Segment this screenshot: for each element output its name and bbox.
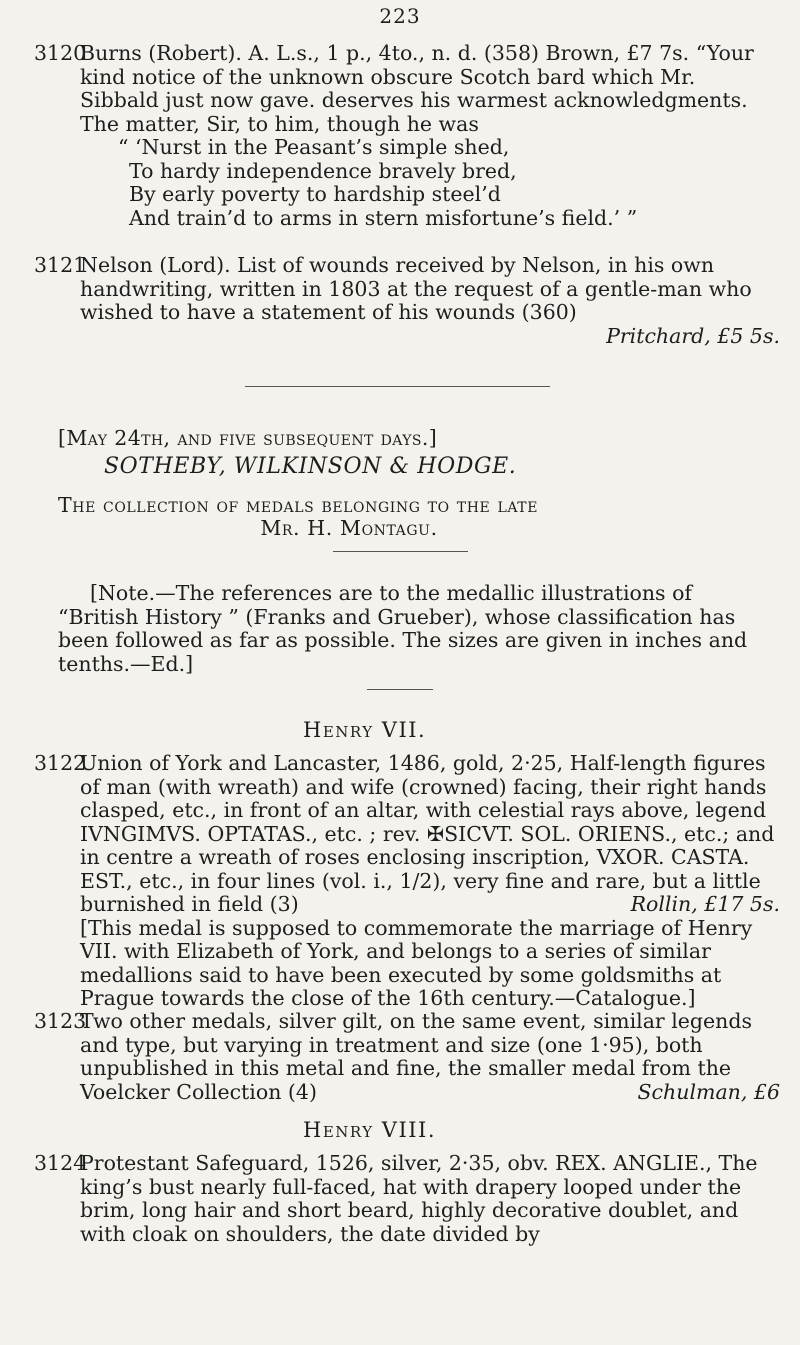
lot-description: Nelson (Lord). List of wounds received by Nelson, in his own handwriting, written in 1803 at the request of a gentle-man who wished to have a statement of his wounds (360) (80, 253, 752, 324)
page-number: 223 (379, 4, 421, 28)
lot-number: 3122 (34, 751, 87, 775)
lot-number: 3121 (34, 253, 87, 277)
lot-description: Two other medals, silver gilt, on the same event, similar legends and type, but varying in treatment and size (one 1·95), both unpublished in this metal and fine, the smaller medal from the Voelcker Collection (4) (80, 1009, 753, 1104)
sale-dates-heading: [May 24th, and five subsequent days.] (58, 426, 438, 450)
lot-3122 (34, 752, 780, 1011)
divider (333, 551, 468, 552)
lot-number: 3124 (34, 1151, 87, 1175)
buyer-price: Rollin, £17 5s. (630, 892, 780, 916)
lot-3124 (34, 1152, 780, 1246)
lot-description: Burns (Robert). A. L.s., 1 p., 4to., n. d. (358) Brown, £7 7s. “Your kind notice of the unknown obscure Scotch bard which Mr. Sibbald just now gave. deserves his warmest acknowledgments. The matter, Sir, to him, though he was (80, 41, 754, 136)
reign-heading: Henry VII. (303, 718, 427, 742)
lot-number: 3120 (34, 41, 87, 65)
lot-description: Union of York and Lancaster, 1486, gold, 2·25, Half-length figures of man (with wreath) and wife (crowned) facing, their right hands clasped, etc., in front of an altar, with celestial rays above, legend IVNGIMVS. OPTATAS., etc. ; rev. ✠SICVT. SOL. ORIENS., etc.; and in centre a wreath of roses enclosing inscription, VXOR. CASTA. EST., etc., in four lines (vol. i., 1/2), very fine and rare, but a little burnished in field (3) (80, 751, 775, 916)
lot-3121 (34, 254, 780, 348)
verse-line: To hardy independence bravely bred, (129, 158, 517, 183)
verse-line: And train’d to arms in stern misfortune’s field.’ ” (129, 205, 638, 230)
auctioneers: SOTHEBY, WILKINSON & HODGE. (104, 454, 517, 479)
quoted-verse (118, 136, 780, 230)
verse-line: By early poverty to hardship steel’d (129, 182, 501, 206)
reign-heading: Henry VIII. (303, 1118, 437, 1142)
buyer-price: Pritchard, £5 5s. (606, 323, 780, 348)
lot-number: 3123 (34, 1009, 87, 1033)
catalogue-note: [This medal is supposed to commemorate the marriage of Henry VII. with Elizabeth of York, and belongs to a series of similar medallions said to have been executed by some goldsmiths at Prague towards the close of the 16th century.—Catalogue.] (80, 915, 753, 1010)
editor-note: [Note.—The references are to the medallic illustrations of “British History ” (Franks and Grueber), whose classification has been followed as far as possible. The sizes are given in inches and tenths.—Ed.] (58, 581, 748, 676)
verse-line: “ ‘Nurst in the Peasant’s simple shed, (118, 135, 510, 159)
divider (367, 689, 433, 690)
divider (245, 386, 550, 387)
lot-3120 (34, 42, 780, 230)
collection-owner: Mr. H. Montagu. (260, 516, 438, 540)
collection-line: The collection of medals belonging to the late (58, 493, 539, 517)
collection-title (58, 494, 770, 540)
lot-3123 (34, 1010, 780, 1104)
buyer-price: Schulman, £6 (637, 1079, 780, 1104)
lot-description: Protestant Safeguard, 1526, silver, 2·35, obv. REX. ANGLIE., The king’s bust nearly full-faced, hat with drapery looped under the brim, long hair and short beard, highly decorative doublet, and with cloak on shoulders, the date divided by (80, 1151, 758, 1246)
